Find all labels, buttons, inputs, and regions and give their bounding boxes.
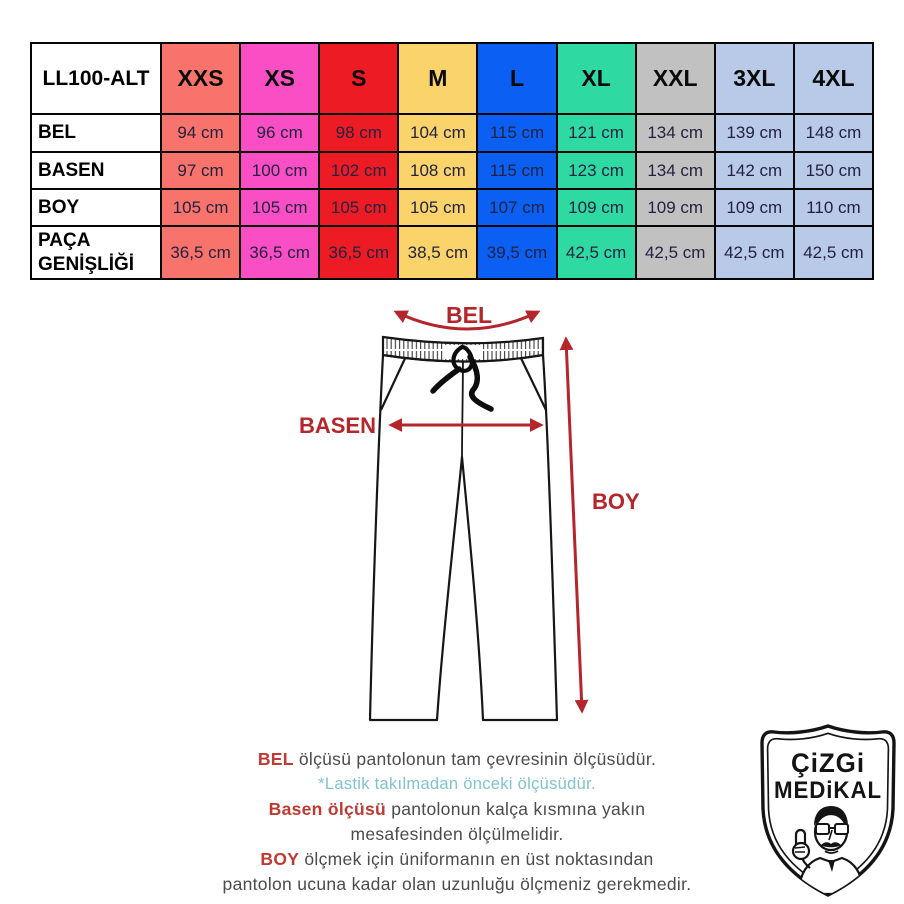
size-cell: 134 cm [636, 152, 715, 189]
size-col-header: 4XL [794, 43, 873, 114]
size-cell: 100 cm [240, 152, 319, 189]
note-text: pantolon ucuna kadar olan uzunluğu ölçmeniz gerekmedir. [222, 874, 692, 894]
size-col-header: XXS [161, 43, 240, 114]
cizgi-medikal-logo [752, 720, 904, 904]
measurement-notes [52, 747, 862, 897]
pants-outline-drawing [370, 350, 557, 720]
note-text: ölçmek için üniformanın en üst noktasından [299, 849, 654, 869]
size-cell: 94 cm [161, 114, 240, 152]
model-code-cell: LL100-ALT [31, 43, 161, 114]
size-cell: 96 cm [240, 114, 319, 152]
size-cell: 123 cm [557, 152, 636, 189]
front-crease-line [462, 350, 463, 457]
size-col-header: 3XL [715, 43, 794, 114]
note-line [52, 872, 862, 897]
table-header-row [31, 43, 873, 114]
boy-measure-arrow [566, 339, 582, 711]
note-line [52, 747, 862, 772]
size-col-header: M [398, 43, 477, 114]
size-cell: 36,5 cm [240, 226, 319, 279]
size-cell: 105 cm [319, 189, 398, 226]
size-cell: 134 cm [636, 114, 715, 152]
size-cell: 148 cm [794, 114, 873, 152]
basen-label: BASEN [298, 413, 376, 438]
size-table [30, 42, 874, 280]
size-cell: 105 cm [398, 189, 477, 226]
glasses-right-lens [835, 824, 848, 834]
row-header: BOY [31, 189, 161, 226]
size-cell: 109 cm [715, 189, 794, 226]
note-text: mesafesinden ölçülmelidir. [350, 824, 564, 844]
size-cell: 42,5 cm [557, 226, 636, 279]
size-cell: 39,5 cm [477, 226, 556, 279]
size-col-header: XL [557, 43, 636, 114]
size-cell: 139 cm [715, 114, 794, 152]
size-cell: 36,5 cm [161, 226, 240, 279]
size-cell: 110 cm [794, 189, 873, 226]
row-header: BEL [31, 114, 161, 152]
size-cell: 42,5 cm [715, 226, 794, 279]
logo-text-line1: ÇiZGi [791, 748, 865, 778]
glasses-left-lens [816, 824, 829, 834]
size-col-header: L [477, 43, 556, 114]
pants-measure-diagram [280, 290, 660, 740]
note-line [52, 797, 862, 822]
size-cell: 105 cm [161, 189, 240, 226]
bel-label: BEL [446, 302, 492, 328]
size-cell: 105 cm [240, 189, 319, 226]
size-cell: 109 cm [557, 189, 636, 226]
note-line [52, 847, 862, 872]
fist [793, 843, 809, 859]
table-row-bel [31, 114, 873, 152]
note-text: pantolonun kalça kısmına yakın [386, 799, 646, 819]
size-cell: 97 cm [161, 152, 240, 189]
note-keyword: BEL [257, 749, 294, 769]
size-cell: 104 cm [398, 114, 477, 152]
note-keyword: BOY [260, 849, 300, 869]
boy-label: BOY [592, 489, 640, 514]
size-cell: 109 cm [636, 189, 715, 226]
row-header: BASEN [31, 152, 161, 189]
size-cell: 102 cm [319, 152, 398, 189]
size-cell: 38,5 cm [398, 226, 477, 279]
size-col-header: XS [240, 43, 319, 114]
size-cell: 150 cm [794, 152, 873, 189]
size-col-header: S [319, 43, 398, 114]
size-col-header: XXL [636, 43, 715, 114]
row-header: PAÇA GENİŞLİĞİ [31, 226, 161, 279]
table-row-boy [31, 189, 873, 226]
size-cell: 108 cm [398, 152, 477, 189]
size-cell: 115 cm [477, 114, 556, 152]
size-cell: 42,5 cm [794, 226, 873, 279]
size-cell: 107 cm [477, 189, 556, 226]
logo-text-line2: MEDiKAL [774, 777, 882, 804]
note-keyword: Basen ölçüsü [268, 799, 387, 819]
size-cell: 115 cm [477, 152, 556, 189]
size-cell: 42,5 cm [636, 226, 715, 279]
note-line [52, 822, 862, 847]
size-cell: 36,5 cm [319, 226, 398, 279]
note-text: *Lastik takılmadan önceki ölçüsüdür. [318, 775, 596, 793]
note-text: ölçüsü pantolonun tam çevresinin ölçüsüdür. [293, 749, 657, 769]
table-row-paca [31, 226, 873, 279]
table-row-basen [31, 152, 873, 189]
size-cell: 98 cm [319, 114, 398, 152]
note-line [52, 772, 862, 797]
size-cell: 142 cm [715, 152, 794, 189]
size-cell: 121 cm [557, 114, 636, 152]
